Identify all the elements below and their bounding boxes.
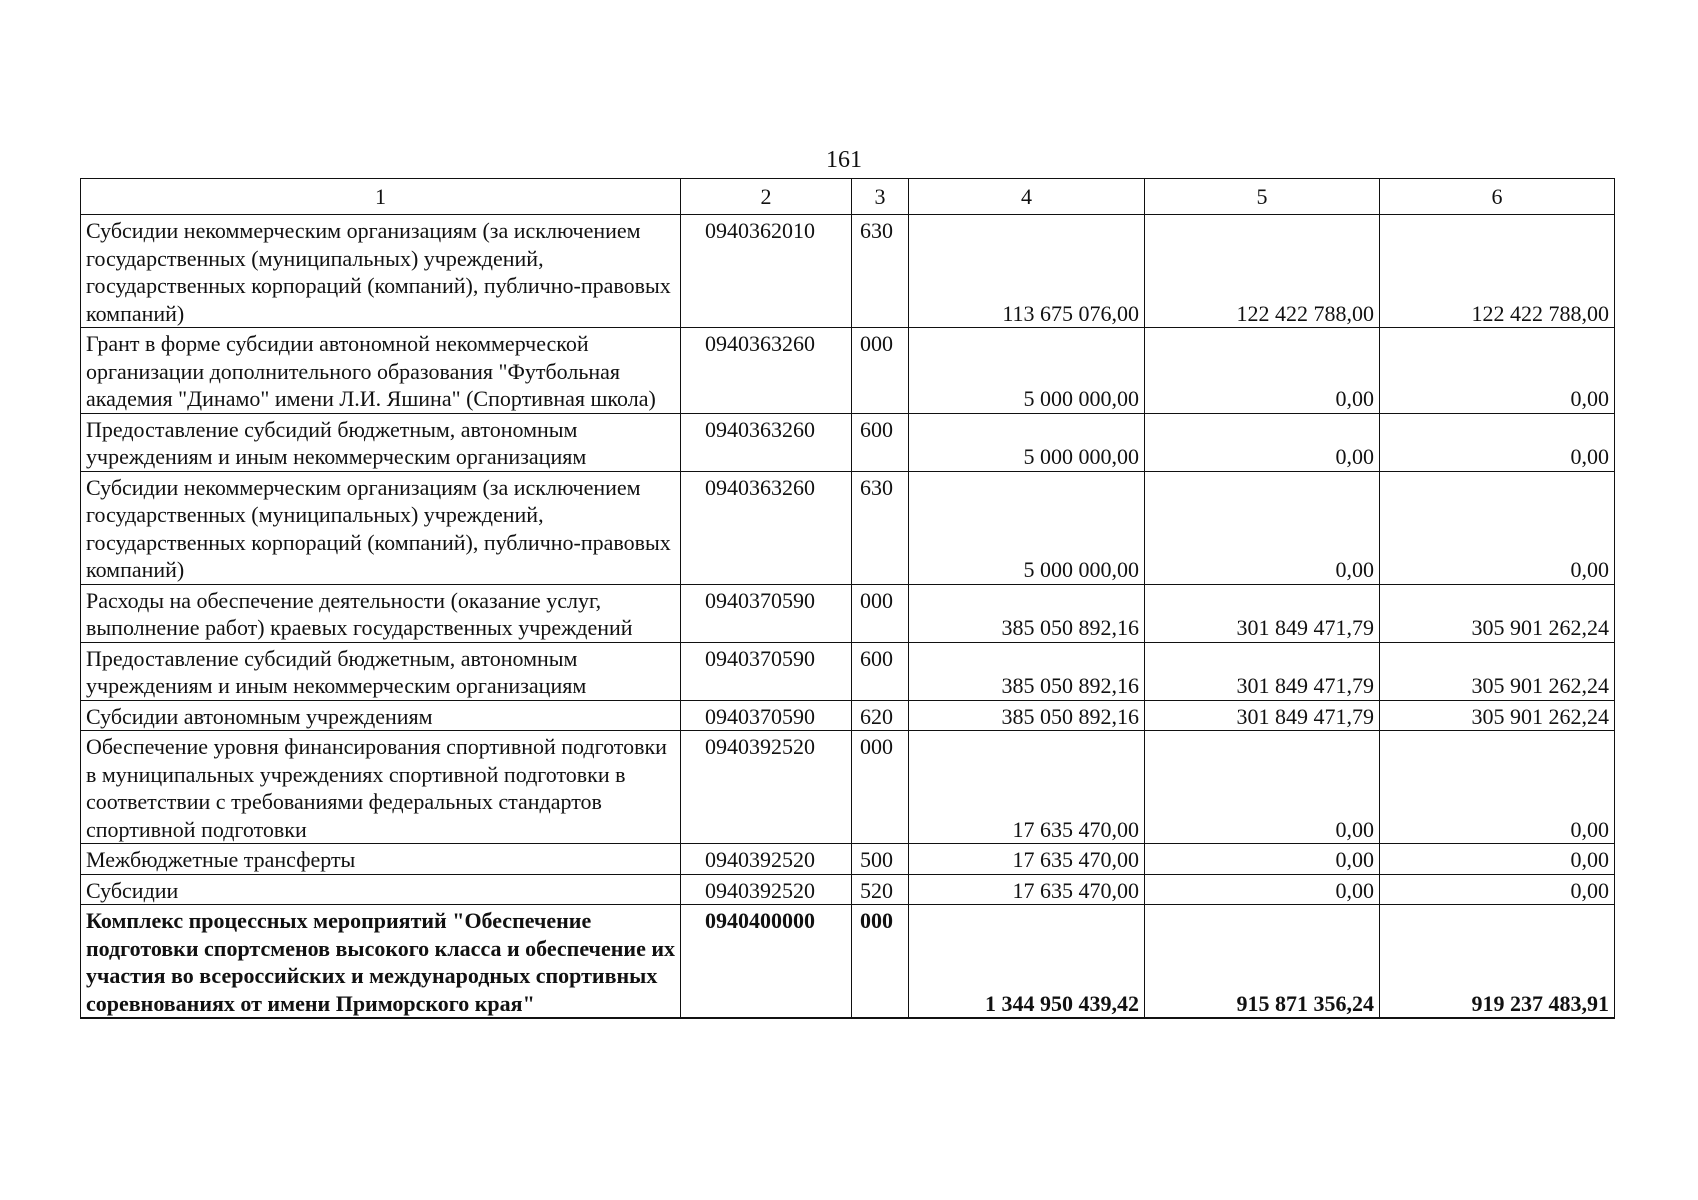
table-row-bold [81, 905, 1615, 1019]
row-value-6: 305 901 262,24 [1380, 584, 1615, 642]
row-value-6: 0,00 [1380, 844, 1615, 875]
row-name: Расходы на обеспечение деятельности (оказание услуг, выполнение работ) краевых государственных учреждений [81, 584, 681, 642]
row-value-5: 915 871 356,24 [1145, 905, 1380, 1019]
row-value-6: 0,00 [1380, 413, 1615, 471]
column-header-3: 3 [852, 179, 909, 215]
row-value-6: 0,00 [1380, 471, 1615, 584]
row-value-4: 5 000 000,00 [909, 328, 1145, 414]
row-expense-type: 500 [852, 844, 909, 875]
row-value-4: 17 635 470,00 [909, 874, 1145, 905]
row-value-6: 0,00 [1380, 328, 1615, 414]
row-target-code: 0940392520 [681, 874, 852, 905]
row-value-4: 5 000 000,00 [909, 471, 1145, 584]
row-expense-type: 000 [852, 905, 909, 1019]
row-value-5: 0,00 [1145, 731, 1380, 844]
row-value-6: 0,00 [1380, 731, 1615, 844]
row-target-code: 0940400000 [681, 905, 852, 1019]
table-row [81, 471, 1615, 584]
row-target-code: 0940392520 [681, 844, 852, 875]
row-expense-type: 630 [852, 471, 909, 584]
page-number-text: 161 [826, 147, 862, 173]
row-expense-type: 000 [852, 731, 909, 844]
row-value-4: 385 050 892,16 [909, 700, 1145, 731]
table-row [81, 700, 1615, 731]
row-value-4: 385 050 892,16 [909, 642, 1145, 700]
row-value-5: 301 849 471,79 [1145, 584, 1380, 642]
row-value-6: 305 901 262,24 [1380, 642, 1615, 700]
budget-table [80, 178, 1615, 1019]
row-value-5: 0,00 [1145, 471, 1380, 584]
row-name: Субсидии некоммерческим организациям (за исключением государственных (муниципальных) учреждений, государственных корпораций (компаний), публично-правовых компаний) [81, 215, 681, 328]
row-value-4: 385 050 892,16 [909, 584, 1145, 642]
table-row [81, 844, 1615, 875]
row-name: Обеспечение уровня финансирования спортивной подготовки в муниципальных учреждениях спортивной подготовки в соответствии с требованиями федеральных стандартов спортивной подготовки [81, 731, 681, 844]
row-expense-type: 600 [852, 642, 909, 700]
row-target-code: 0940392520 [681, 731, 852, 844]
row-name: Грант в форме субсидии автономной некоммерческой организации дополнительного образования "Футбольная академия "Динамо" имени Л.И. Яшина" (Спортивная школа) [81, 328, 681, 414]
table-row [81, 215, 1615, 328]
row-name: Субсидии автономным учреждениям [81, 700, 681, 731]
row-expense-type: 600 [852, 413, 909, 471]
row-value-5: 301 849 471,79 [1145, 700, 1380, 731]
row-value-6: 919 237 483,91 [1380, 905, 1615, 1019]
row-value-5: 301 849 471,79 [1145, 642, 1380, 700]
row-value-5: 0,00 [1145, 874, 1380, 905]
row-name: Субсидии [81, 874, 681, 905]
table-row [81, 731, 1615, 844]
row-value-4: 1 344 950 439,42 [909, 905, 1145, 1019]
row-target-code: 0940370590 [681, 642, 852, 700]
row-name: Комплекс процессных мероприятий "Обеспечение подготовки спортсменов высокого класса и обеспечение их участия во всероссийских и международных спортивных соревнованиях от имени Приморского края" [81, 905, 681, 1019]
row-expense-type: 630 [852, 215, 909, 328]
row-target-code: 0940370590 [681, 584, 852, 642]
row-name: Межбюджетные трансферты [81, 844, 681, 875]
row-value-5: 0,00 [1145, 413, 1380, 471]
row-value-4: 113 675 076,00 [909, 215, 1145, 328]
row-expense-type: 000 [852, 584, 909, 642]
row-name: Субсидии некоммерческим организациям (за исключением государственных (муниципальных) учреждений, государственных корпораций (компаний), публично-правовых компаний) [81, 471, 681, 584]
row-name: Предоставление субсидий бюджетным, автономным учреждениям и иным некоммерческим организациям [81, 642, 681, 700]
row-target-code: 0940362010 [681, 215, 852, 328]
row-expense-type: 620 [852, 700, 909, 731]
row-value-6: 122 422 788,00 [1380, 215, 1615, 328]
row-target-code: 0940363260 [681, 328, 852, 414]
row-value-5: 0,00 [1145, 844, 1380, 875]
row-target-code: 0940370590 [681, 700, 852, 731]
row-name: Предоставление субсидий бюджетным, автономным учреждениям и иным некоммерческим организациям [81, 413, 681, 471]
column-header-2: 2 [681, 179, 852, 215]
table-row [81, 328, 1615, 414]
row-target-code: 0940363260 [681, 471, 852, 584]
row-value-4: 17 635 470,00 [909, 731, 1145, 844]
table-row [81, 642, 1615, 700]
table-row [81, 584, 1615, 642]
row-value-5: 0,00 [1145, 328, 1380, 414]
row-expense-type: 000 [852, 328, 909, 414]
table-row [81, 874, 1615, 905]
row-value-4: 5 000 000,00 [909, 413, 1145, 471]
column-header-6: 6 [1380, 179, 1615, 215]
row-target-code: 0940363260 [681, 413, 852, 471]
table-row [81, 413, 1615, 471]
row-value-6: 0,00 [1380, 874, 1615, 905]
row-value-6: 305 901 262,24 [1380, 700, 1615, 731]
row-value-5: 122 422 788,00 [1145, 215, 1380, 328]
column-number-row [81, 179, 1615, 215]
row-value-4: 17 635 470,00 [909, 844, 1145, 875]
column-header-1: 1 [81, 179, 681, 215]
page-number [0, 146, 1698, 174]
column-header-5: 5 [1145, 179, 1380, 215]
row-expense-type: 520 [852, 874, 909, 905]
column-header-4: 4 [909, 179, 1145, 215]
